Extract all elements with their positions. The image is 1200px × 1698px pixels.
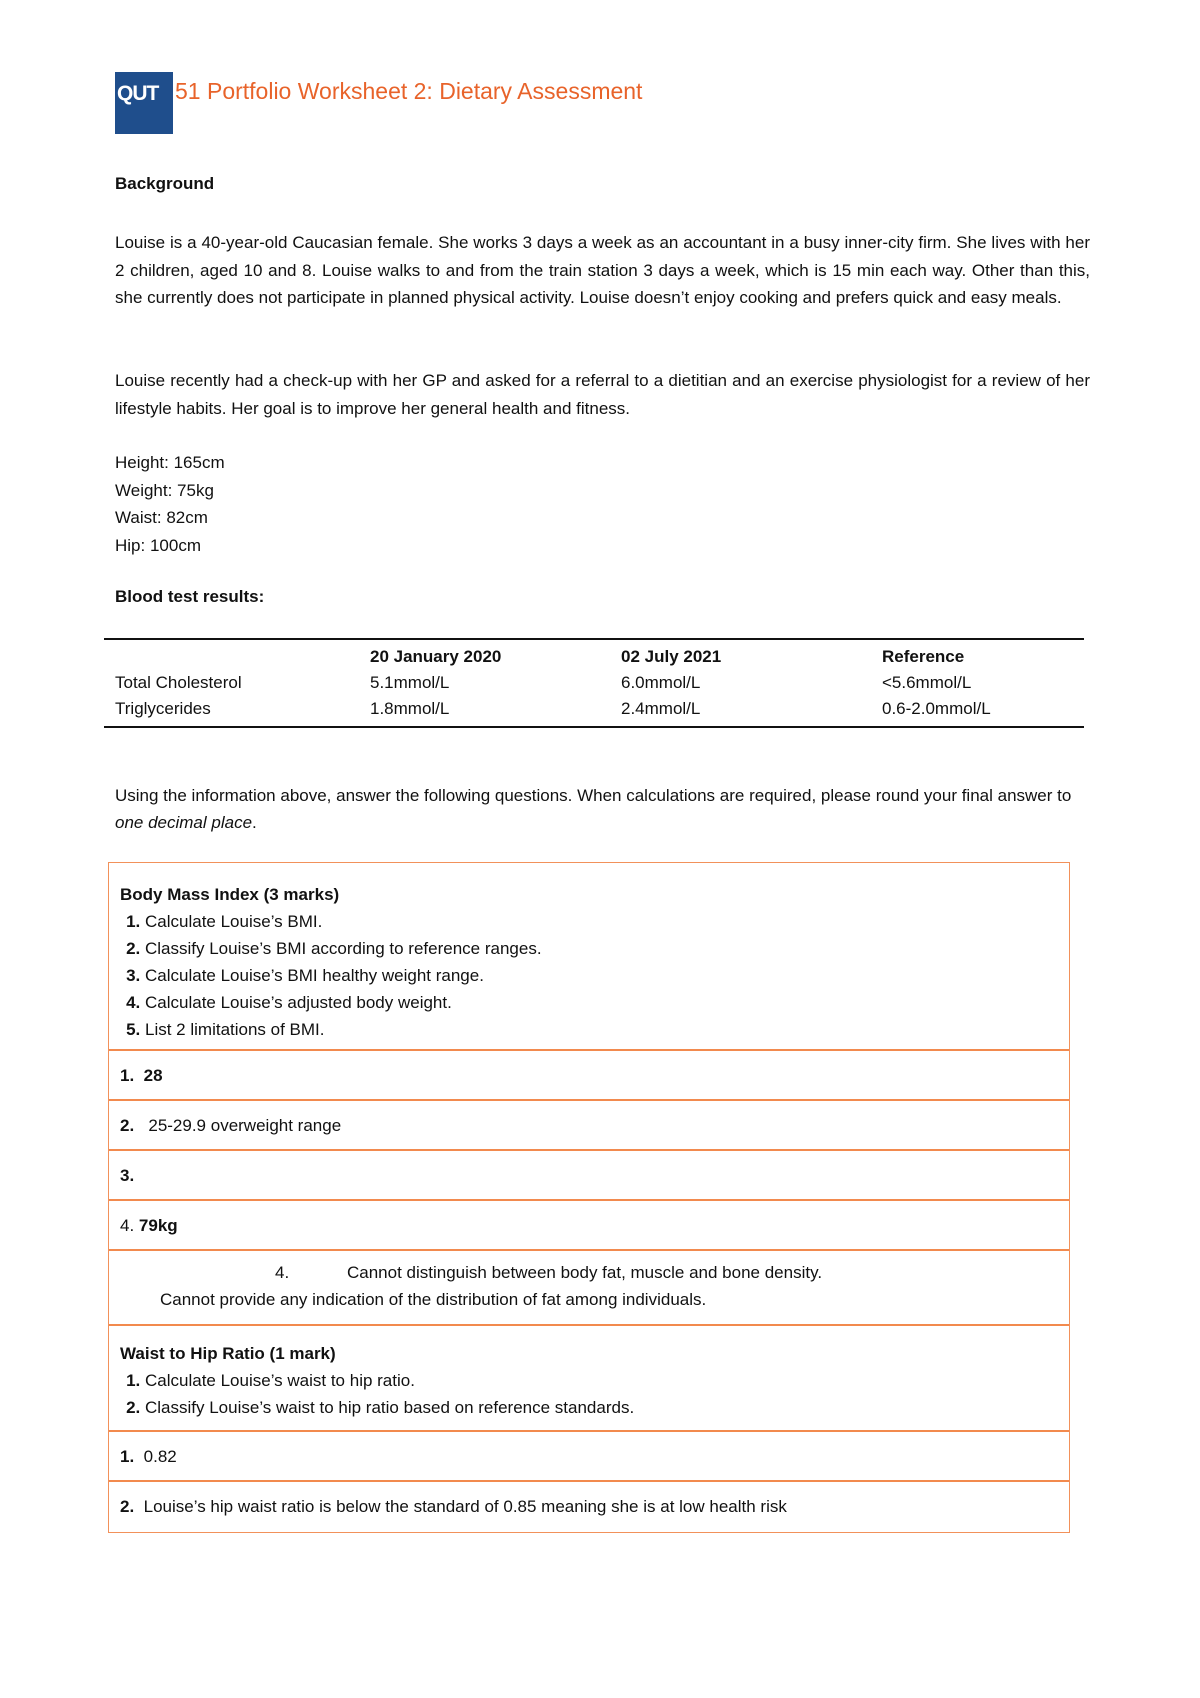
list-item: 5. List 2 limitations of BMI.	[145, 1016, 1069, 1043]
list-item: 4. Calculate Louise’s adjusted body weight.	[145, 989, 1069, 1016]
whr-question-list	[120, 1367, 1069, 1421]
table-cell: <5.6mmol/L	[882, 673, 972, 692]
table-cell: 6.0mmol/L	[621, 673, 701, 692]
table-cell: 5.1mmol/L	[370, 673, 450, 692]
answer-number: 4.	[275, 1263, 290, 1282]
bmi-answer-3-field[interactable]	[109, 1151, 1069, 1201]
background-paragraph-1: Louise is a 40-year-old Caucasian female. She works 3 days a week as an accountant in a busy inner-city firm. She lives with her 2 children, aged 10 and 8. Louise walks to and from the train station 3 days a week, which is 15 min each way. Other than this, she currently does not participate in planned physical activity. Louise doesn’t enjoy cooking and prefers quick and easy meals.	[115, 233, 1090, 307]
answer-text: 79kg	[138, 1216, 178, 1235]
bmi-answer-5-field[interactable]	[109, 1251, 1069, 1326]
table-header-cell	[104, 639, 359, 670]
whr-heading: Waist to Hip Ratio (1 mark)	[120, 1344, 336, 1363]
table-header-cell: Reference	[882, 647, 965, 666]
answer-line	[120, 1259, 1069, 1286]
table-row	[104, 696, 1084, 727]
answer-text: Louise’s hip waist ratio is below the standard of 0.85 meaning she is at low health risk	[143, 1497, 787, 1516]
table-header-cell: 02 July 2021	[621, 647, 722, 666]
answer-text: 0.82	[143, 1447, 177, 1466]
instructions-emphasis: one decimal place	[115, 813, 253, 832]
background-paragraph-2: Louise recently had a check-up with her GP and asked for a referral to a dietitian and an exercise physiologist for a review of her lifestyle habits. Her goal is to improve her general health and fitness.	[115, 371, 1090, 418]
waist-measure: Waist: 82cm	[115, 508, 208, 527]
document-header	[115, 72, 1115, 134]
hip-measure: Hip: 100cm	[115, 535, 201, 555]
answer-text: Cannot distinguish between body fat, muscle and bone density.	[347, 1263, 823, 1282]
whr-question-cell	[109, 1326, 1069, 1432]
table-cell: Triglycerides	[115, 699, 211, 718]
bmi-answer-4-field[interactable]	[109, 1201, 1069, 1251]
instructions-end: .	[252, 813, 257, 832]
bmi-question-cell	[109, 863, 1069, 1051]
height-measure: Height: 165cm	[115, 453, 225, 472]
list-item: 1. Calculate Louise’s BMI.	[145, 908, 1069, 935]
instructions-text	[115, 782, 1090, 836]
answer-number: 2.	[120, 1116, 135, 1135]
qut-logo: QUT	[115, 72, 173, 134]
table-cell: 1.8mmol/L	[370, 699, 450, 718]
list-item: 2. Classify Louise’s BMI according to reference ranges.	[145, 935, 1069, 962]
answer-number: 4.	[120, 1216, 135, 1235]
answer-text: 25-29.9 overweight range	[148, 1116, 342, 1135]
list-item: 3. Calculate Louise’s BMI healthy weight range.	[145, 962, 1069, 989]
table-cell: 2.4mmol/L	[621, 699, 701, 718]
bmi-question-list	[120, 908, 1069, 1043]
blood-test-heading: Blood test results:	[115, 587, 265, 606]
whr-answer-2-field[interactable]	[109, 1482, 1069, 1532]
table-row	[104, 670, 1084, 696]
background-heading: Background	[115, 174, 215, 193]
page-title: 51 Portfolio Worksheet 2: Dietary Assessment	[175, 78, 643, 104]
bmi-heading: Body Mass Index (3 marks)	[120, 885, 340, 904]
table-cell: Total Cholesterol	[115, 673, 242, 692]
list-item: 2. Classify Louise’s waist to hip ratio based on reference standards.	[145, 1394, 1069, 1421]
answer-number: 1.	[120, 1066, 135, 1085]
instructions-main: Using the information above, answer the following questions. When calculations are required, please round your final answer to	[115, 786, 1072, 805]
answer-number: 3.	[120, 1166, 135, 1185]
answer-line: Cannot provide any indication of the distribution of fat among individuals.	[160, 1290, 707, 1309]
list-item: 1. Calculate Louise’s waist to hip ratio.	[145, 1367, 1069, 1394]
measurements-list	[115, 449, 1090, 559]
whr-answer-1-field[interactable]	[109, 1432, 1069, 1482]
table-header-row	[104, 639, 1084, 670]
bmi-answer-2-field[interactable]	[109, 1101, 1069, 1151]
blood-test-table	[104, 638, 1084, 728]
table-header-cell: 20 January 2020	[370, 647, 502, 666]
answer-text: 28	[143, 1066, 163, 1085]
table-cell: 0.6-2.0mmol/L	[882, 699, 991, 718]
answer-number: 2.	[120, 1497, 135, 1516]
weight-measure: Weight: 75kg	[115, 480, 214, 500]
questions-table	[108, 862, 1070, 1533]
bmi-answer-1-field[interactable]	[109, 1051, 1069, 1101]
answer-number: 1.	[120, 1447, 135, 1466]
